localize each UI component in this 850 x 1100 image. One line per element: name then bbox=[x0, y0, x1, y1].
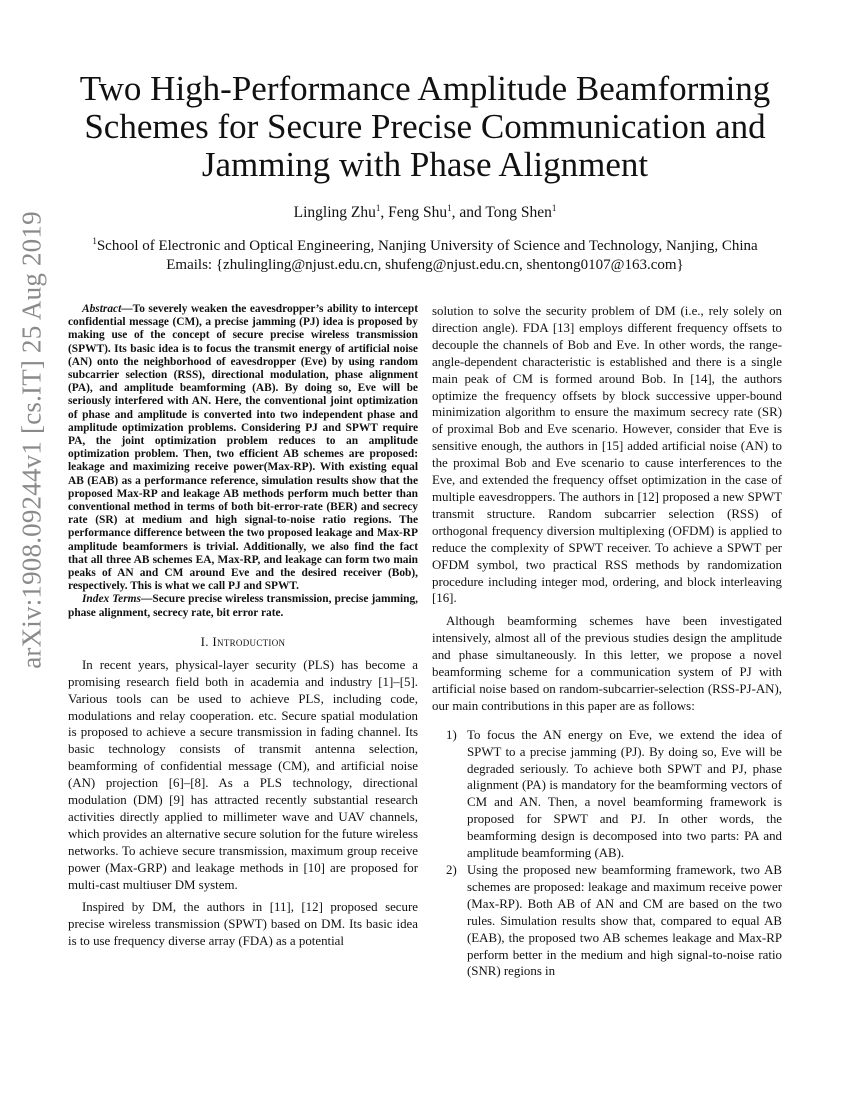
right-column bbox=[432, 303, 782, 980]
body-paragraph: Although beamforming schemes have been investigated intensively, almost all of the previous studies design the amplitude and phase simultaneously. In this letter, we propose a novel beamforming scheme for a communication system of PJ with artificial noise based on random-subcarrier-selection (RSS-PJ-AN), our main contributions in this paper are as follows: bbox=[432, 614, 782, 713]
affiliation-block bbox=[40, 237, 810, 275]
section-title: Introduction bbox=[212, 633, 286, 649]
abstract-block bbox=[68, 303, 418, 620]
index-terms-label: Index Terms bbox=[82, 593, 141, 606]
author-affiliation-mark: 1 bbox=[447, 202, 452, 213]
body-paragraph: Inspired by DM, the authors in [11], [12] proposed secure precise wireless transmission (SPWT) based on DM. Its basic idea is to use frequency diverse array (FDA) as a potential bbox=[68, 900, 418, 949]
list-item-text: Using the proposed new beamforming framework, two AB schemes are proposed: leakage and maximum receive power (Max-RP). Both AB of AN and CM are based on the two rules. Simulation results show that, compared to equal AB (EAB), the proposed two AB schemes leakage and Max-RP perform better in the medium and high signal-to-noise ratio (SNR) regions in bbox=[467, 863, 782, 979]
affiliation-text: School of Electronic and Optical Engineering, Nanjing University of Science and Technology, Nanjing, China bbox=[96, 238, 758, 254]
author-affiliation-mark: 1 bbox=[551, 202, 557, 213]
affiliation-line bbox=[40, 237, 810, 256]
section-heading bbox=[68, 634, 418, 651]
abstract-text: —To severely weaken the eavesdropper’s ability to intercept confidential message (CM), a precise jamming (PJ) idea is proposed by making use of the concept of secure precise wireless transmission (SPWT). Its basic idea is to focus the transmit energy of artificial noise (AN) onto the neighborhood of eavesdropper (Eve) by using random subcarrier selection (RSS), directional modulation, phase alignment (PA), and amplitude beamforming (AB). By doing so, Eve will be seriously interfered with AN. Here, the conventional joint optimization of phase and amplitude is converted into two independent phase and amplitude optimization problems. Considering PJ and SPWT require PA, the joint optimization problem reduces to an amplitude optimization problem. Then, two efficient AB schemes are proposed: leakage and maximizing receive power(Max-RP). With existing equal AB (EAB) as a performance reference, simulation results show that the proposed Max-RP and leakage AB methods perform much better than conventional method in terms of both bit-error-rate (BER) and secrecy rate (SR) at medium and high signal-to-noise ratio regions. The performance difference between the two proposed leakage and Max-RP amplitude beamformers is trivial. Additionally, we also find the fact that all three AB schemes EA, Max-RP, and leakage can form two main peaks of AN and CM around Eve and the desired receiver (Bob), respectively. This is what we call PJ and SPWT. bbox=[68, 303, 418, 593]
author-separator: , and bbox=[451, 204, 486, 221]
list-item bbox=[432, 727, 782, 862]
author-name: Lingling Zhu bbox=[293, 204, 376, 221]
left-column bbox=[68, 303, 418, 950]
list-item bbox=[432, 862, 782, 980]
arxiv-sidebar bbox=[2, 120, 62, 760]
section-number: I. bbox=[200, 633, 209, 649]
author-name: Tong Shen bbox=[485, 204, 552, 221]
contribution-list bbox=[432, 727, 782, 981]
author-affiliation-mark: 1 bbox=[375, 202, 381, 213]
index-terms-text: —Secure precise wireless transmission, precise jamming, phase alignment, secrecy rate, bit error rate. bbox=[68, 593, 418, 619]
list-item-number: 2) bbox=[446, 863, 457, 877]
abstract-label: Abstract bbox=[82, 303, 122, 315]
author-separator: , bbox=[380, 204, 389, 221]
email-line: Emails: {zhulingling@njust.edu.cn, shufeng@njust.edu.cn, shentong0107@163.com} bbox=[166, 257, 684, 273]
abstract-paragraph bbox=[68, 303, 418, 593]
list-item-number: 1) bbox=[446, 727, 457, 742]
author-name: Feng Shu bbox=[388, 204, 448, 221]
paper-title: Two High-Performance Amplitude Beamforming Schemes for Secure Precise Communication and Jamming with Phase Alignment bbox=[79, 69, 771, 184]
body-paragraph: solution to solve the security problem of DM (i.e., rely solely on direction angle). FDA [13] employs different frequency offsets to decouple the channels of Bob and Eve. In other words, the range-angle-dependent characteristic is established and there is a single main peak of CM is formed around Bob. In [14], the authors optimize the frequency offsets by block successive upper-bound minimization algorithm to ensure the maximum secrecy rate (SR) of proximal Bob and Eve scenario. However, consider that Eve is sensitive enough, the authors in [15] added artificial noise (AN) to the proximal Bob and Eve scenario to cause interferences to the Eve, and extended the frequency offset optimization in the case of multiple eavesdroppers. The authors in [12] proposed a new SPWT transmit structure. Random subcarrier selection (RSS) of orthogonal frequency diversion multiplexing (OFDM) is applied to reduce the complexity of SPWT receiver. To achieve a SPWT per OFDM symbol, two practical RSS methods by randomization procedure including integer mod, ordering, and block interleaving [16]. bbox=[432, 304, 782, 606]
body-paragraph: In recent years, physical-layer security (PLS) has become a promising research field both in academia and industry [1]–[5]. Various tools can be used to achieve PLS, including code, modulations and relay cooperation. etc. Secure spatial modulation is proposed to achieve a secure transmission in fading channel. Its basic technology consists of transmit antenna selection, beamforming of confidential message (CM), and artificial noise (AN) projection [6]–[8]. As a PLS technology, directional modulation (DM) [9] has attracted recently substantial research activities directly applied to millimeter wave and UAV channels, which provides an alternative secure solution for the future wireless networks. To achieve secure transmission, maximum group receive power (Max-GRP) and leakage methods in [10] are proposed for multi-cast multiuser DM system. bbox=[68, 657, 418, 892]
arxiv-identifier: arXiv:1908.09244v1 [cs.IT] 25 Aug 2019 bbox=[16, 211, 47, 669]
affiliation-mark: 1 bbox=[92, 236, 97, 246]
list-item-text: To focus the AN energy on Eve, we extend the idea of SPWT to a precise jamming (PJ). By doing so, Eve will be degraded seriously. To achieve both SPWT and PJ, phase alignment (PA) is mandatory for the beamforming vectors of CM and AN. Then, a novel beamforming framework is proposed for SPWT and PJ. In other words, the beamforming design is decomposed into two parts: PA and amplitude beamforming (AB). bbox=[467, 727, 782, 861]
author-line bbox=[60, 203, 790, 223]
index-terms-paragraph bbox=[68, 593, 418, 619]
